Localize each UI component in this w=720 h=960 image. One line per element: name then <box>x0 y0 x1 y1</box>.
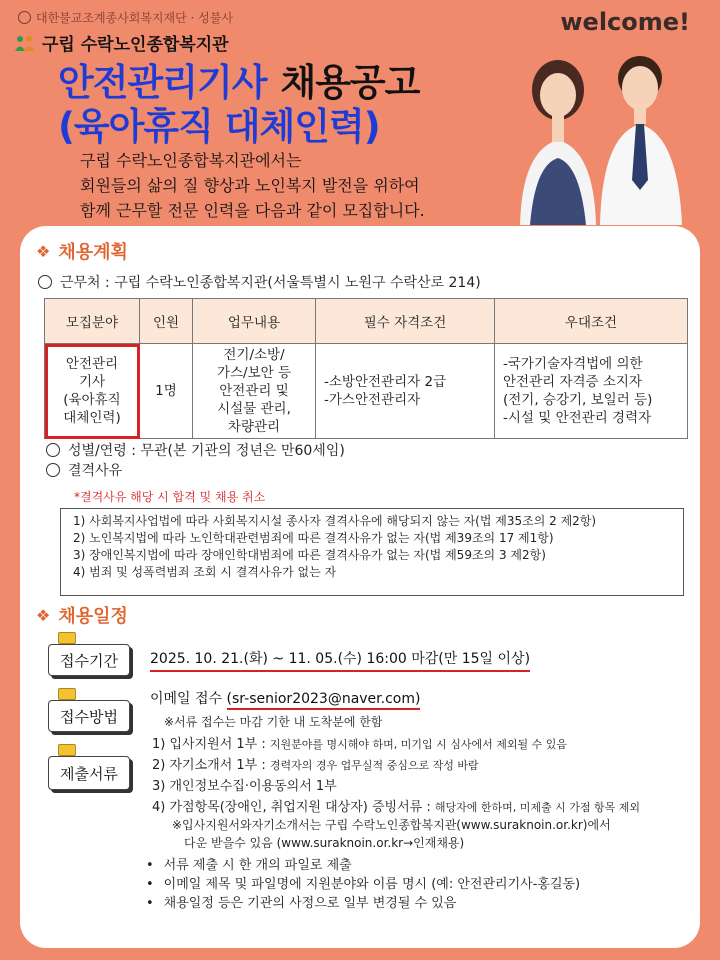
list-item: • 이메일 제목 및 파일명에 지원분야와 이름 명시 (예: 안전관리기사-홍길동) <box>146 875 580 894</box>
list-item: 1) 입사지원서 1부 : 지원분야를 명시해야 하며, 미기입 시 심사에서 제외될 수 있음 <box>152 737 567 752</box>
work-location: 근무처 : 구립 수락노인종합복지관(서울특별시 노원구 수락산로 214) <box>38 272 481 292</box>
table-row <box>45 344 688 439</box>
intro-text: 구립 수락노인종합복지관에서는 회원들의 삶의 질 향상과 노인복지 발전을 위하여 함께 근무할 전문 인력을 다음과 같이 모집합니다. <box>80 151 425 220</box>
org-name: 구립 수락노인종합복지관 <box>14 30 229 55</box>
col-header-duties: 업무내용 <box>193 299 316 344</box>
cell-required: -소방안전관리자 2급 -가스안전관리자 <box>316 344 495 439</box>
cell-duties: 전기/소방/ 가스/보안 등 안전관리 및 시설물 관리, 차량관리 <box>193 344 316 439</box>
email-note: ※서류 접수는 마감 기한 내 도착분에 한함 <box>164 715 383 729</box>
circle-bullet-icon <box>38 275 52 289</box>
cell-field: 안전관리 기사 (육아휴직 대체인력) <box>45 344 140 439</box>
disqualification-list <box>60 508 684 596</box>
required-documents <box>152 734 640 818</box>
dharma-wheel-icon <box>18 11 31 24</box>
submission-notes <box>146 856 580 913</box>
clip-icon <box>58 744 76 756</box>
list-item: 4) 가점항목(장애인, 취업지원 대상자) 증빙서류 : 해당자에 한하며, 미제출 시 가점 항목 제외 <box>152 800 640 815</box>
download-note: ※입사지원서와자기소개서는 구립 수락노인종합복지관(www.suraknoin.or.kr)에서 다운 받을수 있음 (www.suraknoin.or.kr→인재채용) <box>172 818 611 850</box>
list-item: 1) 사회복지사업법에 따라 사회복지시설 종사자 결격사유에 해당되지 않는 자(법 제35조의 2 제2항) <box>73 514 597 528</box>
list-item: 3) 장애인복지법에 따라 장애인학대범죄에 따른 결격사유가 없는 자(법 제59조의 3 제2항) <box>73 548 546 562</box>
circle-bullet-icon <box>46 443 60 457</box>
list-item: • 채용일정 등은 기관의 사정으로 일부 변경될 수 있음 <box>146 894 580 913</box>
title-job: 안전관리기사 <box>58 61 267 104</box>
method-label: 접수방법 <box>48 700 130 732</box>
plan-heading: ❖ 채용계획 <box>36 241 128 263</box>
col-header-count: 인원 <box>140 299 193 344</box>
list-item: 2) 노인복지법에 따라 노인학대관련범죄에 따른 결격사유가 없는 자(법 제39조의 17 제1항) <box>73 531 554 545</box>
header <box>0 0 720 230</box>
gender-age: 성별/연령 : 무관(본 기관의 정년은 만60세임) <box>46 440 345 460</box>
circle-bullet-icon <box>46 463 60 477</box>
title-recruit: 채용공고 <box>280 61 420 104</box>
disqualification-title: 결격사유 <box>46 460 122 480</box>
people-illustration <box>500 40 700 225</box>
diamond-bullet-icon: ❖ <box>36 241 51 261</box>
welcome-text: welcome! <box>560 8 690 36</box>
email-address: (sr-senior2023@naver.com) <box>227 691 421 710</box>
recruitment-table <box>44 298 688 439</box>
cell-preferred: -국가기술자격법에 의한 안전관리 자격증 소지자 (전기, 승강기, 보일러 등) -시설 및 안전관리 경력자 <box>495 344 688 439</box>
list-item: 3) 개인정보수집·이용동의서 1부 <box>152 779 337 794</box>
list-item: • 서류 제출 시 한 개의 파일로 제출 <box>146 856 580 875</box>
diamond-bullet-icon: ❖ <box>36 605 51 625</box>
cell-count: 1명 <box>140 344 193 439</box>
foundation-name: 대한불교조계종사회복지재단 · 성불사 <box>18 9 233 26</box>
list-item: 2) 자기소개서 1부 : 경력자의 경우 업무실적 중심으로 작성 바람 <box>152 758 479 773</box>
application-period: 2025. 10. 21.(화) ~ 11. 05.(수) 16:00 마감(만 15일 이상) <box>150 648 530 672</box>
col-header-required: 필수 자격조건 <box>316 299 495 344</box>
clip-icon <box>58 632 76 644</box>
page-subtitle: (육아휴직 대체인력) <box>58 105 380 148</box>
org-logo-icon <box>14 34 36 52</box>
col-header-field: 모집분야 <box>45 299 140 344</box>
disqualification-note: *결격사유 해당 시 합격 및 채용 취소 <box>74 490 266 504</box>
docs-label: 제출서류 <box>48 756 130 790</box>
application-method: 이메일 접수 (sr-senior2023@naver.com) <box>150 688 420 708</box>
clip-icon <box>58 688 76 700</box>
list-item: 4) 범죄 및 성폭력범죄 조회 시 결격사유가 없는 자 <box>73 565 337 579</box>
col-header-preferred: 우대조건 <box>495 299 688 344</box>
period-label: 접수기간 <box>48 644 130 676</box>
schedule-heading: ❖ 채용일정 <box>36 605 128 627</box>
